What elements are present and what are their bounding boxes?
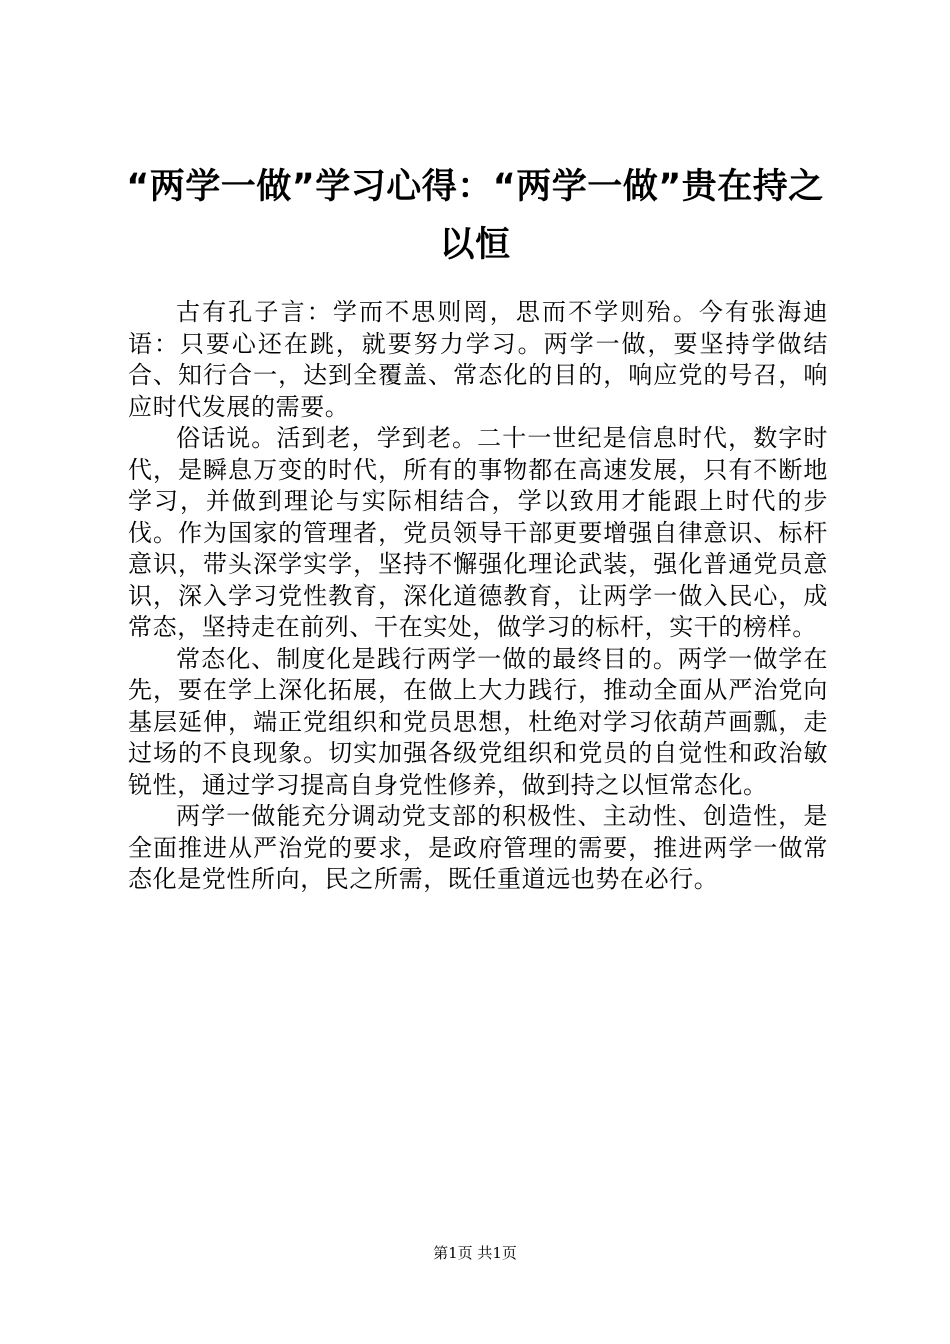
paragraph-2: 俗话说。活到老，学到老。二十一世纪是信息时代，数字时代，是瞬息万变的时代，所有的事物都在高速发展，只有不断地学习，并做到理论与实际相结合，学以致用才能跟上时代的步伐。作为国家的管理者，党员领导干部更要增强自律意识、标杆意识，带头深学实学，坚持不懈强化理论武装，强化普通党员意识，深入学习党性教育，深化道德教育，让两学一做入民心，成常态，坚持走在前列、干在实处，做学习的标杆，实干的榜样。	[128, 424, 828, 641]
page-footer: 第1页 共1页	[433, 1244, 517, 1262]
document-title: “两学一做”学习心得：“两学一做”贵在持之以恒	[126, 167, 824, 265]
paragraph-3: 常态化、制度化是践行两学一做的最终目的。两学一做学在先，要在学上深化拓展，在做上大力践行，推动全面从严治党向基层延伸，端正党组织和党员思想，杜绝对学习依葫芦画瓢，走过场的不良现象。切实加强各级党组织和党员的自觉性和政治敏锐性，通过学习提高自身党性修养，做到持之以恒常态化。	[128, 644, 828, 799]
paragraph-1: 古有孔子言：学而不思则罔，思而不学则殆。今有张海迪语：只要心还在跳，就要努力学习。两学一做，要坚持学做结合、知行合一，达到全覆盖、常态化的目的，响应党的号召，响应时代发展的需要。	[128, 298, 828, 421]
document-body	[128, 297, 828, 896]
paragraph-4: 两学一做能充分调动党支部的积极性、主动性、创造性，是全面推进从严治党的要求，是政府管理的需要，推进两学一做常态化是党性所向，民之所需，既任重道远也势在必行。	[128, 802, 828, 893]
